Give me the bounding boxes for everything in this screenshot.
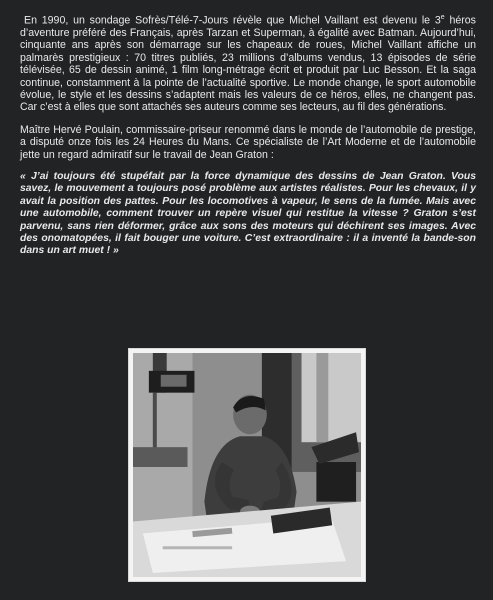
photo-frame bbox=[128, 348, 366, 582]
ordinal-superscript: e bbox=[440, 14, 445, 21]
intro-paragraph bbox=[20, 12, 476, 114]
poulain-quote: « J’ai toujours été stupéfait par la force dynamique des dessins de Jean Graton. Vous savez, le mouvement a toujours posé problème aux artistes réalistes. Pour les chevaux, il y avait la position des pattes. Pour les locomotives à vapeur, le sens de la fumée. Mais avec une automobile, comment trouver un repère visuel qui restitue la vitesse ? Graton s’est parvenu, sans rien déformer, grâce aux sons des moteurs qui déchirent ses images. Avec des onomatopées, il fait bouger une voiture. C’est extraordinaire : il a inventé la bande-son dans un art muet ! » bbox=[20, 171, 476, 257]
poulain-paragraph: Maître Hervé Poulain, commissaire-priseur renommé dans le monde de l’automobile de prestige, a disputé onze fois les 24 Heures du Mans. Ce spécialiste de l’Art Moderne et de l’automobile jette un regard admiratif sur le travail de Jean Graton : bbox=[20, 123, 476, 161]
intro-rest: héros d’aventure préféré des Français, après Tarzan et Superman, à égalité avec Batman. Aujourd’hui, cinquante ans après son démarrage sur les chapeaux de roues, Michel Vaillant affiche un palmarès prestigieux : 70 titres publiés, 23 millions d’albums vendus, 13 épisodes de série télévisée, 65 de dessin animé, 1 film long-métrage écrit et produit par Luc Besson. Et la saga continue, constamment à la pointe de l’actualité sportive. Le monde change, le sport automobile évolue, le style et les dessins s’adaptent mais les valeurs de ce héros, elles, ne changent pas. Car c’est à elles que sont attachés ses auteurs comme ses lecteurs, au fil des générations. bbox=[20, 14, 476, 114]
article-text bbox=[20, 12, 476, 258]
intro-lead: En 1990, un sondage Sofrès/Télé-7-Jours révèle que Michel Vaillant est devenu le 3 bbox=[24, 14, 441, 27]
jean-graton-photo bbox=[133, 353, 361, 577]
